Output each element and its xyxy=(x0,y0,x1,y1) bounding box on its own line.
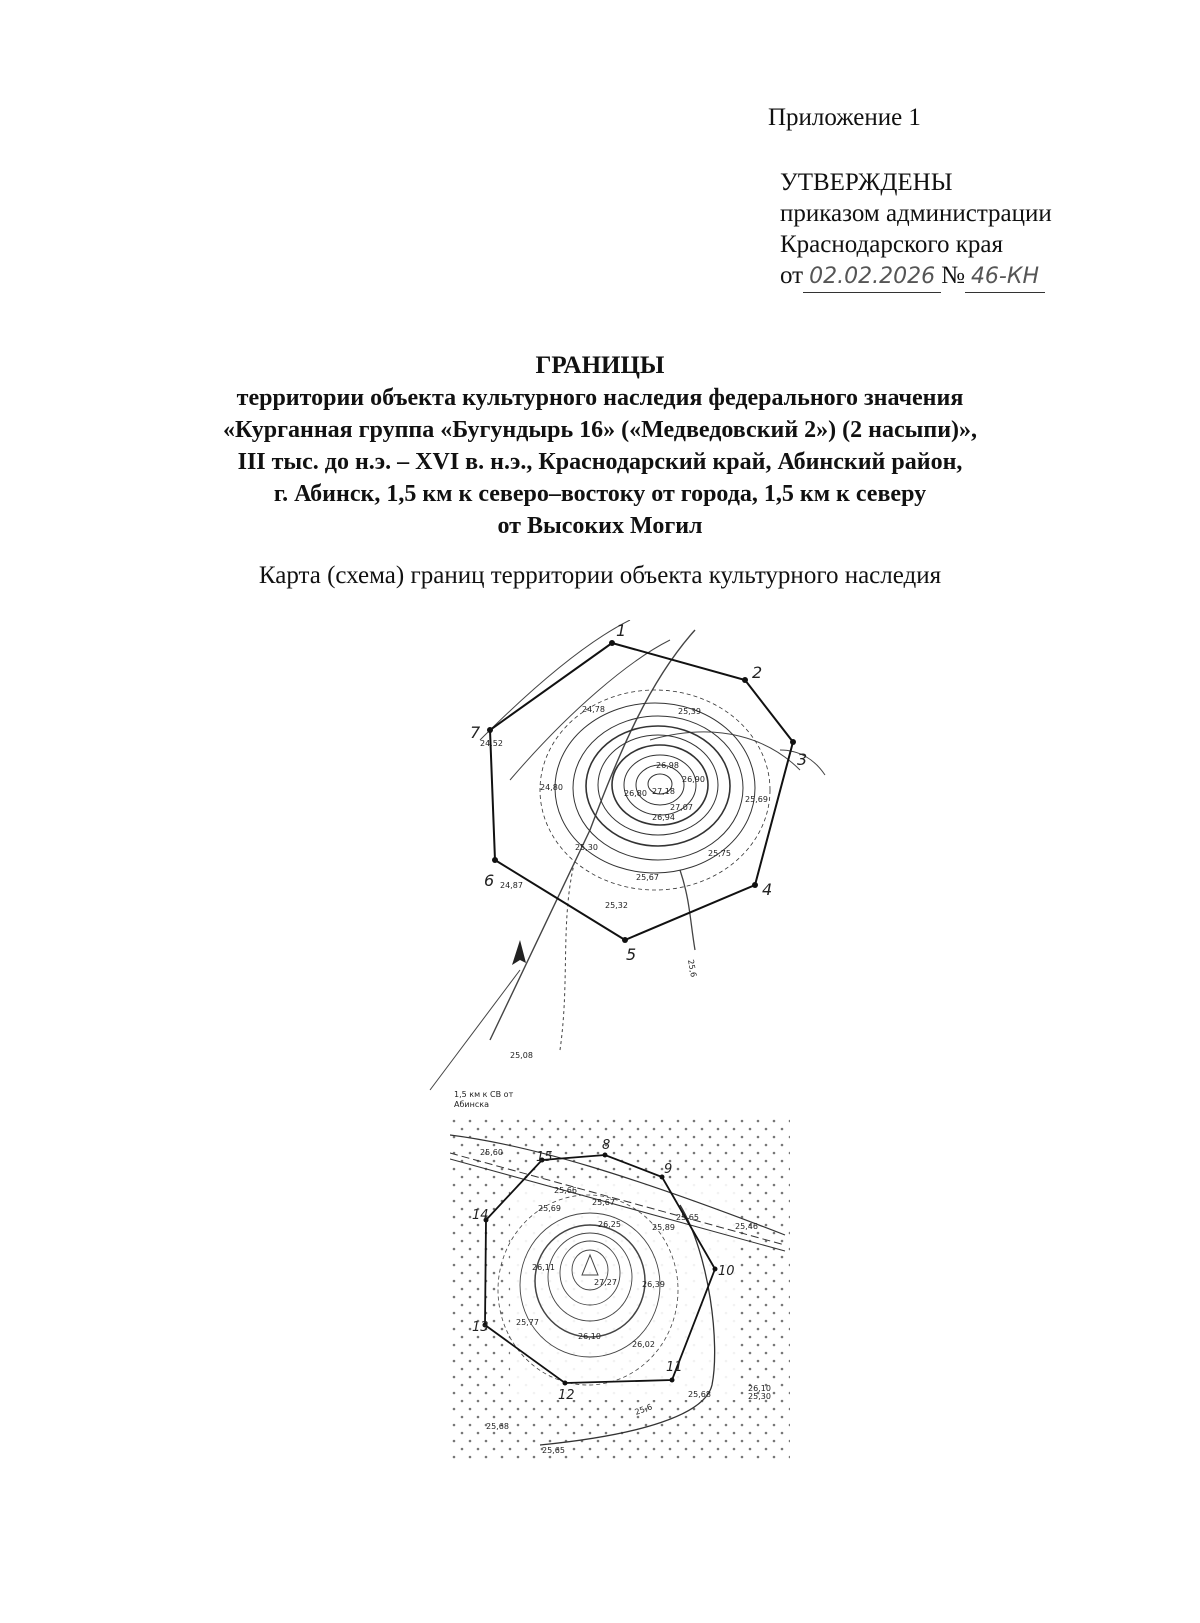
elevation-label: 25,67 xyxy=(592,1198,615,1207)
elevation-label: 26,02 xyxy=(632,1340,655,1349)
point-label: 15 xyxy=(536,1150,553,1165)
point-label: 13 xyxy=(472,1320,489,1335)
point-label: 9 xyxy=(664,1162,673,1177)
point-label: 7 xyxy=(470,723,481,742)
appendix-label: Приложение 1 xyxy=(768,104,921,131)
approval-block xyxy=(780,167,1052,293)
title-line: г. Абинск, 1,5 км к северо–востоку от города, 1,5 км к северу xyxy=(273,481,927,507)
elevation-label: 25,60 xyxy=(480,1148,503,1157)
elevation-label: 26,11 xyxy=(532,1263,555,1272)
approved-by-line-1: приказом администрации xyxy=(780,200,1052,227)
point-label: 8 xyxy=(602,1138,611,1153)
elevation-label: 25,30 xyxy=(575,843,598,852)
approved-by-line-2: Краснодарского края xyxy=(780,231,1003,258)
point-label: 4 xyxy=(762,880,773,899)
approved-heading: УТВЕРЖДЕНЫ xyxy=(780,169,953,196)
elevation-label: 24,78 xyxy=(582,705,605,714)
point-label: 1 xyxy=(616,621,627,640)
point-label: 6 xyxy=(484,871,495,890)
boundary-map-2 xyxy=(450,1085,790,1465)
map-subtitle: Карта (схема) границ территории объекта культурного наследия xyxy=(258,562,942,589)
elevation-label: 25,30 xyxy=(748,1392,771,1401)
elevation-label: 26,10 xyxy=(748,1384,771,1393)
point-label: 12 xyxy=(558,1388,575,1403)
point-label: 2 xyxy=(752,663,763,682)
document-title xyxy=(0,350,1200,542)
point-label: 5 xyxy=(626,945,637,964)
road-line xyxy=(430,970,520,1090)
point-label: 14 xyxy=(472,1208,489,1223)
map-caption: 1,5 км к СВ от xyxy=(454,1090,514,1099)
handwritten-number: 46-КН xyxy=(965,261,1045,293)
boundary-map-1 xyxy=(420,620,840,1100)
approval-date-line xyxy=(780,260,1052,293)
elevation-label: 25,68 xyxy=(688,1390,711,1399)
elevation-label: 24,80 xyxy=(540,783,563,792)
elevation-label: 26,94 xyxy=(652,813,675,822)
elevation-label: 25,46 xyxy=(735,1222,758,1231)
date-prefix: от xyxy=(780,262,804,289)
elevation-label: 25,69 xyxy=(745,795,768,804)
elevation-label: 24,52 xyxy=(480,739,503,748)
elevation-label: 25,66 xyxy=(554,1186,577,1195)
point-label: 10 xyxy=(718,1264,735,1279)
elevation-label: 25,68 xyxy=(486,1422,509,1431)
elevation-label: 24,87 xyxy=(500,881,523,890)
elevation-label: 25,89 xyxy=(652,1223,675,1232)
elevation-label: 27,27 xyxy=(594,1278,617,1287)
elevation-label: 25,08 xyxy=(510,1051,533,1060)
point-label: 3 xyxy=(797,750,808,769)
elevation-label: 25,6 xyxy=(686,958,698,978)
elevation-label: 27,07 xyxy=(670,803,693,812)
title-line: территории объекта культурного наследия федерального значения xyxy=(236,385,964,411)
north-arrow-icon xyxy=(512,940,526,965)
elevation-label: 25,77 xyxy=(516,1318,539,1327)
contour-line xyxy=(680,870,695,950)
elevation-label: 25,65 xyxy=(542,1446,565,1455)
map-caption: Абинска xyxy=(454,1100,489,1109)
elevation-label: 26,80 xyxy=(624,789,647,798)
title-line: «Курганная группа «Бугундырь 16» («Медведовский 2») (2 насыпи)», xyxy=(222,417,978,443)
elevation-label: 26,98 xyxy=(656,761,679,770)
title-line: от Высоких Могил xyxy=(497,513,703,539)
handwritten-date: 02.02.2026 xyxy=(803,261,941,293)
title-main: ГРАНИЦЫ xyxy=(535,352,665,379)
elevation-label: 25,69 xyxy=(538,1204,561,1213)
elevation-label: 25,75 xyxy=(708,849,731,858)
point-label: 11 xyxy=(666,1360,683,1375)
elevation-label: 25,67 xyxy=(636,873,659,882)
title-line: III тыс. до н.э. – XVI в. н.э., Краснодарский край, Абинский район, xyxy=(237,449,963,475)
elevation-label: 25,39 xyxy=(678,707,701,716)
elevation-label: 25,65 xyxy=(676,1213,699,1222)
elevation-label: 26,39 xyxy=(642,1280,665,1289)
elevation-label: 26,90 xyxy=(682,775,705,784)
elevation-label: 25,32 xyxy=(605,901,628,910)
elevation-label: 26,25 xyxy=(598,1220,621,1229)
number-prefix: № xyxy=(941,262,965,289)
elevation-label: 27,18 xyxy=(652,787,675,796)
elevation-label: 25,6 xyxy=(633,1402,654,1417)
elevation-label: 26,10 xyxy=(578,1332,601,1341)
